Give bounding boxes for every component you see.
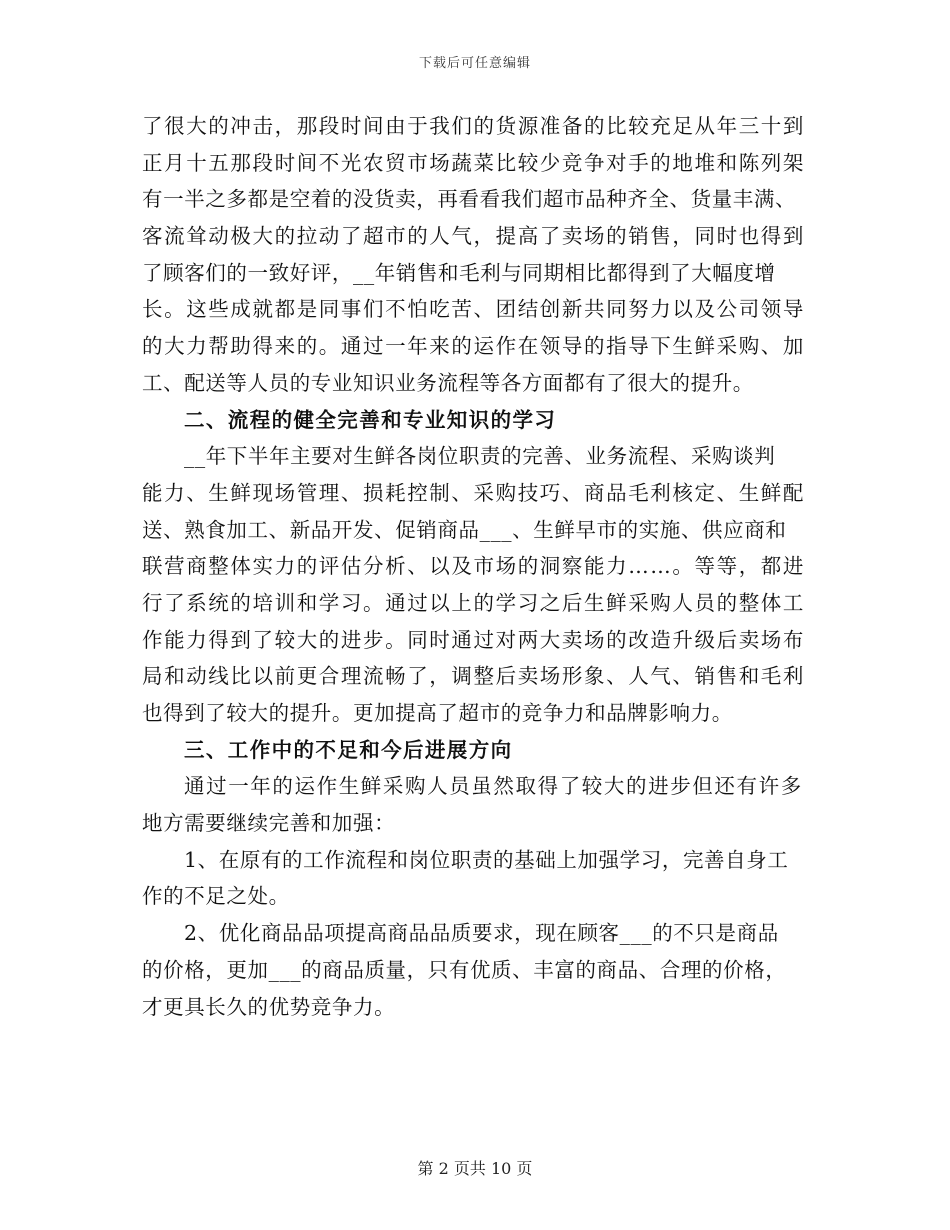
text-line: 能力、生鲜现场管理、损耗控制、采购技巧、商品毛利核定、生鲜配 [142, 480, 805, 505]
text-line: 地方需要继续完善和加强： [142, 811, 396, 836]
text-line: __年下半年主要对生鲜各岗位职责的完善、业务流程、采购谈判 [184, 444, 776, 469]
section-heading: 三、工作中的不足和今后进展方向 [184, 737, 513, 762]
text-line: 局和动线比以前更合理流畅了，调整后卖场形象、人气、销售和毛利 [142, 664, 805, 689]
text-line: 也得到了较大的提升。更加提高了超市的竞争力和品牌影响力。 [142, 701, 733, 725]
text-line: 工、配送等人员的专业知识业务流程等各方面都有了很大的提升。 [142, 370, 754, 395]
text-line: 联营商整体实力的评估分析、以及市场的洞察能力……。等等，都进 [142, 554, 805, 579]
text-line: 的价格，更加___的商品质量，只有优质、丰富的商品、合理的价格， [142, 957, 787, 982]
text-line: 通过一年的运作生鲜采购人员虽然取得了较大的进步但还有许多 [184, 774, 803, 799]
text-line: 了顾客们的一致好评，__年销售和毛利与同期相比都得到了大幅度增 [142, 260, 776, 285]
page-header-note: 下载后可任意编辑 [418, 56, 531, 71]
text-line: 行了系统的培训和学习。通过以上的学习之后生鲜采购人员的整体工 [142, 590, 805, 615]
text-line: 长。这些成就都是同事们不怕吃苦、团结创新共同努力以及公司领导 [142, 297, 805, 322]
section-heading: 二、流程的健全完善和专业知识的学习 [184, 407, 557, 432]
text-line: 正月十五那段时间不光农贸市场蔬菜比较少竞争对手的地堆和陈列架 [142, 150, 805, 175]
text-line: 客流耸动极大的拉动了超市的人气，提高了卖场的销售，同时也得到 [142, 224, 805, 249]
document-body [142, 108, 822, 1025]
text-line: 的大力帮助得来的。通过一年来的运作在领导的指导下生鲜采购、加 [142, 334, 805, 359]
list-item: 2、优化商品品项提高商品品质要求，现在顾客___的不只是商品 [184, 921, 779, 946]
text-line: 送、熟食加工、新品开发、促销商品___、生鲜早市的实施、供应商和 [142, 517, 787, 542]
text-line: 了很大的冲击，那段时间由于我们的货源准备的比较充足从年三十到 [142, 114, 805, 138]
page-number: 第 2 页共 10 页 [417, 1159, 533, 1178]
text-line: 作能力得到了较大的进步。同时通过对两大卖场的改造升级后卖场布 [142, 627, 805, 652]
text-line: 有一半之多都是空着的没货卖，再看看我们超市品种齐全、货量丰满、 [142, 187, 797, 212]
list-item: 1、在原有的工作流程和岗位职责的基础上加强学习，完善自身工 [184, 847, 789, 872]
text-line: 才更具长久的优势竞争力。 [142, 994, 396, 1019]
text-line: 作的不足之处。 [142, 884, 290, 909]
